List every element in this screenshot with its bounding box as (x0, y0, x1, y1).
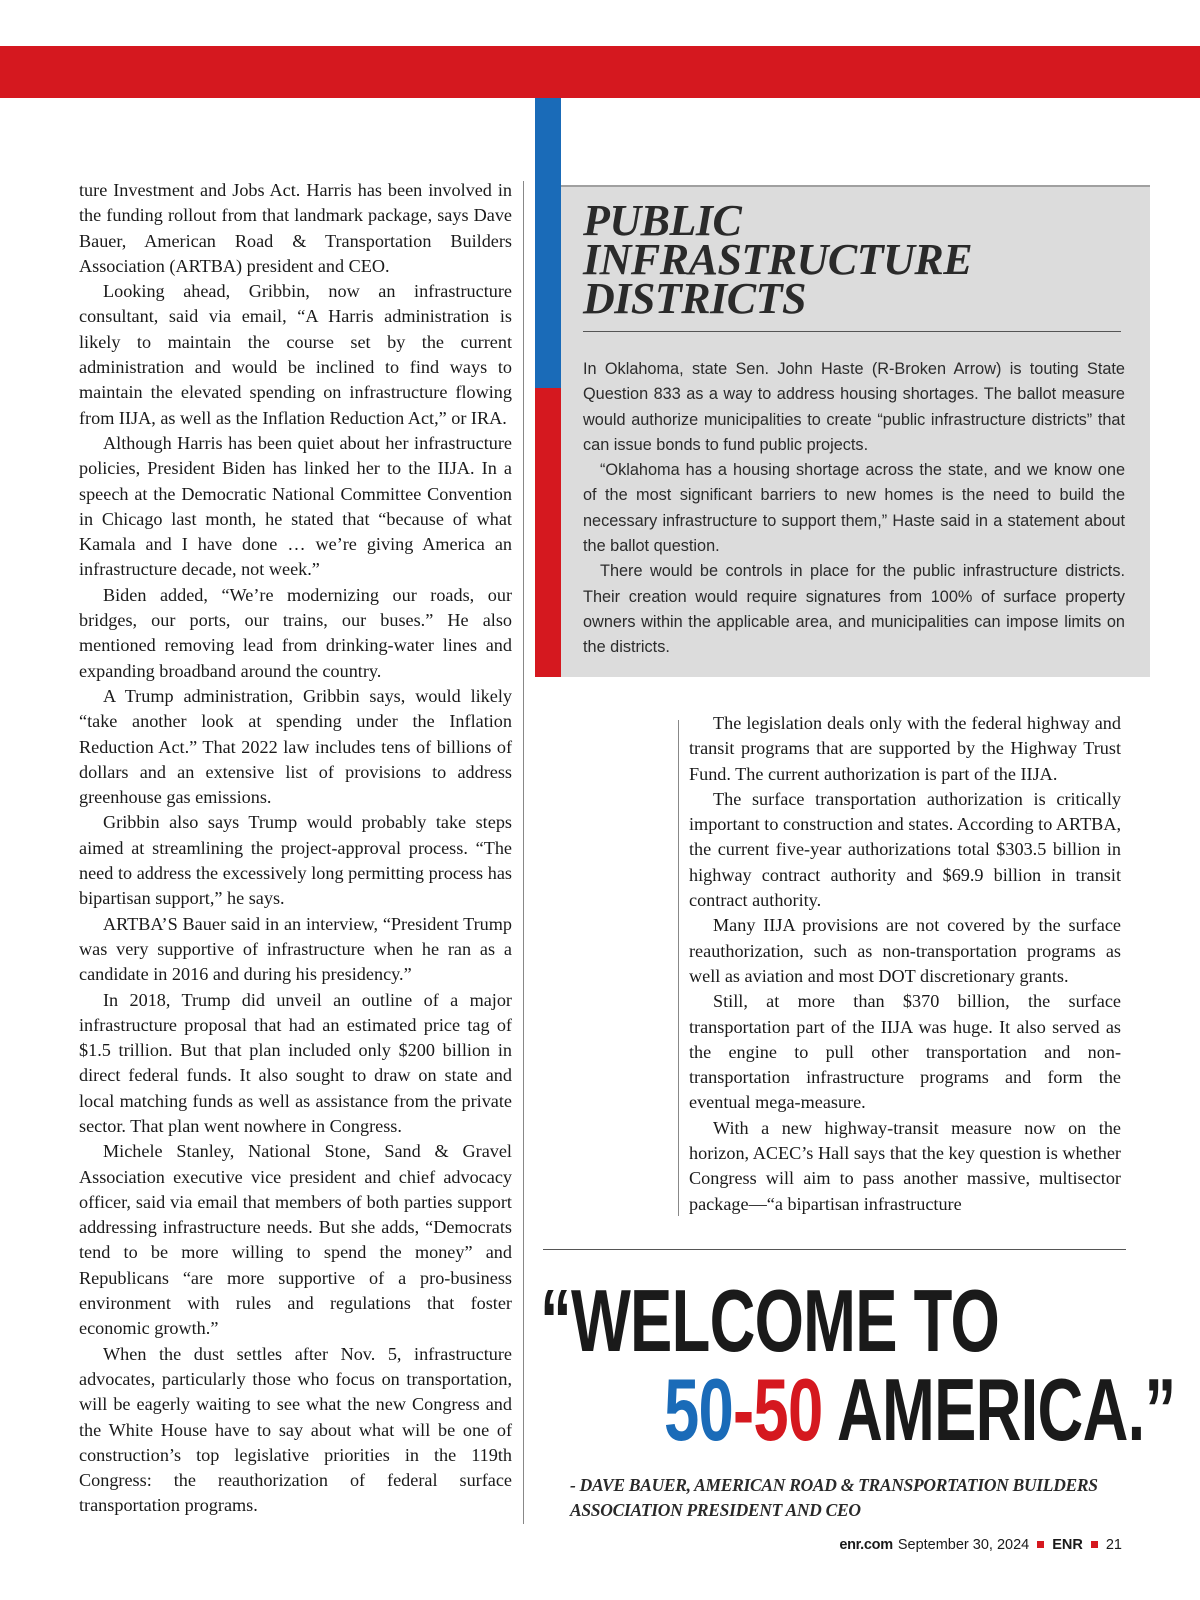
pull-quote-number-blue: 50 (664, 1360, 734, 1459)
page-footer (760, 1537, 1122, 1553)
left-paragraph: ARTBA’S Bauer said in an interview, “President Trump was very supportive of infrastructure when he ran as a candidate in 2016 and during his presidency.” (79, 913, 512, 985)
left-paragraph: Biden added, “We’re modernizing our roads, our bridges, our ports, our trains, our buses.” He also mentioned removing lead from drinking-water lines and expanding broadband around the country. (79, 584, 512, 681)
footer-date: September 30, 2024 (897, 1537, 1030, 1553)
sidebar-body (583, 357, 1125, 661)
pull-quote-line-2-text: AMERICA.” (822, 1360, 1176, 1459)
sidebar-title: PUBLIC INFRASTRUCTURE DISTRICTS (583, 196, 973, 323)
left-paragraph: Gribbin also says Trump would probably take steps aimed at streamlining the project-approval process. “The need to address the excessively long permitting process has bipartisan support,” he says. (79, 812, 512, 909)
sidebar-paragraph: There would be controls in place for the public infrastructure districts. Their creation would require signatures from 100% of surface property owners within the applicable area, and municipalities can impose limits on the districts. (583, 562, 1125, 657)
right-column-rule (678, 720, 679, 1216)
sidebar-paragraph: In Oklahoma, state Sen. John Haste (R-Broken Arrow) is touting State Question 833 as a way to address housing shortages. The ballot measure would authorize municipalities to create “public infrastructure districts” that can issue bonds to fund public projects. (583, 360, 1125, 454)
left-paragraph: A Trump administration, Gribbin says, would likely “take another look at spending under the Inflation Reduction Act.” That 2022 law includes tens of billions of dollars and an extensive list of provisions to address greenhouse gas emissions. (79, 685, 512, 808)
footer-page-number: 21 (1105, 1537, 1122, 1553)
footer-magazine: ENR (1052, 1537, 1083, 1553)
left-paragraph: When the dust settles after Nov. 5, infrastructure advocates, particularly those who focus on transportation, will be eagerly waiting to see what the new Congress and the White House have to say about what will be one of construction’s top legislative priorities in the 119th Congress: the reauthorization of federal surface transportation programs. (79, 1343, 512, 1516)
left-article-column (79, 178, 512, 1519)
left-paragraph: Looking ahead, Gribbin, now an infrastructure consultant, said via email, “A Harris administration is likely to maintain the course set by the current administration and would be inclined to find ways to maintain the elevated spending on infrastructure flowing from IIJA, as well as the Inflation Reduction Act,” or IRA. (79, 281, 512, 428)
right-article-column (689, 711, 1121, 1217)
top-color-band (0, 46, 1200, 98)
left-paragraph: Michele Stanley, National Stone, Sand & Gravel Association executive vice president and chief advocacy officer, said via email that members of both parties support addressing infrastructure needs. But she adds, “Democrats tend to be more willing to spend the money” and Republicans “are more supportive of a pro-business environment with rules and regulations that foster economic growth.” (79, 1141, 512, 1339)
footer-separator-square (1037, 1541, 1044, 1548)
sidebar-paragraph: “Oklahoma has a housing shortage across the state, and we know one of the most significant barriers to new homes is the need to build the necessary infrastructure to support them,” Haste said in a statement about the ballot question. (583, 461, 1125, 556)
right-paragraph: Still, at more than $370 billion, the surface transportation part of the IIJA was huge. It also served as the engine to pull other transportation and non-transportation infrastructure programs and form the eventual mega-measure. (689, 991, 1121, 1113)
right-paragraph: The legislation deals only with the federal highway and transit programs that are supported by the Highway Trust Fund. The current authorization is part of the IIJA. (689, 713, 1121, 784)
sidebar-divider (583, 331, 1121, 332)
pull-quote-divider (543, 1249, 1126, 1250)
pull-quote-line-2 (664, 1360, 1176, 1459)
left-paragraph: ture Investment and Jobs Act. Harris has been involved in the funding rollout from that landmark package, says Dave Bauer, American Road & Transportation Builders Association (ARTBA) president and CEO. (79, 180, 512, 276)
left-paragraph: In 2018, Trump did unveil an outline of a major infrastructure proposal that had an estimated price tag of $1.5 trillion. But that plan included only $200 billion in direct federal funds. It also sought to draw on state and local matching funds as well as assistance from the private sector. That plan went nowhere in Congress. (79, 989, 512, 1136)
sidebar-box (561, 185, 1150, 677)
footer-separator-square (1091, 1541, 1098, 1548)
right-paragraph: Many IIJA provisions are not covered by the surface reauthorization, such as non-transportation programs as well as aviation and most DOT discretionary grants. (689, 915, 1121, 986)
sidebar-accent-blue (535, 98, 561, 388)
footer-site: enr.com (839, 1537, 893, 1553)
sidebar-accent-red (535, 388, 561, 677)
left-column-rule (523, 181, 524, 1524)
pull-quote-attribution: - DAVE BAUER, AMERICAN ROAD & TRANSPORTATION BUILDERS ASSOCIATION PRESIDENT AND CEO (570, 1475, 1098, 1520)
right-paragraph: With a new highway-transit measure now on the horizon, ACEC’s Hall says that the key question is whether Congress will aim to pass another massive, multisector package—“a bipartisan infrastructure (689, 1117, 1121, 1214)
left-paragraph: Although Harris has been quiet about her infrastructure policies, President Biden has linked her to the IIJA. In a speech at the Democratic National Committee Convention in Chicago last month, he stated that “because of what Kamala and I have done … we’re giving America an infrastructure decade, not week.” (79, 432, 512, 580)
pull-quote-line-1: “WELCOME TO (540, 1271, 1000, 1370)
pull-quote-number-red: -50 (733, 1360, 823, 1459)
right-paragraph: The surface transportation authorization is critically important to construction and states. According to ARTBA, the current five-year authorizations total $303.5 billion in highway contract authority and $69.9 billion in transit contract authority. (689, 788, 1121, 911)
